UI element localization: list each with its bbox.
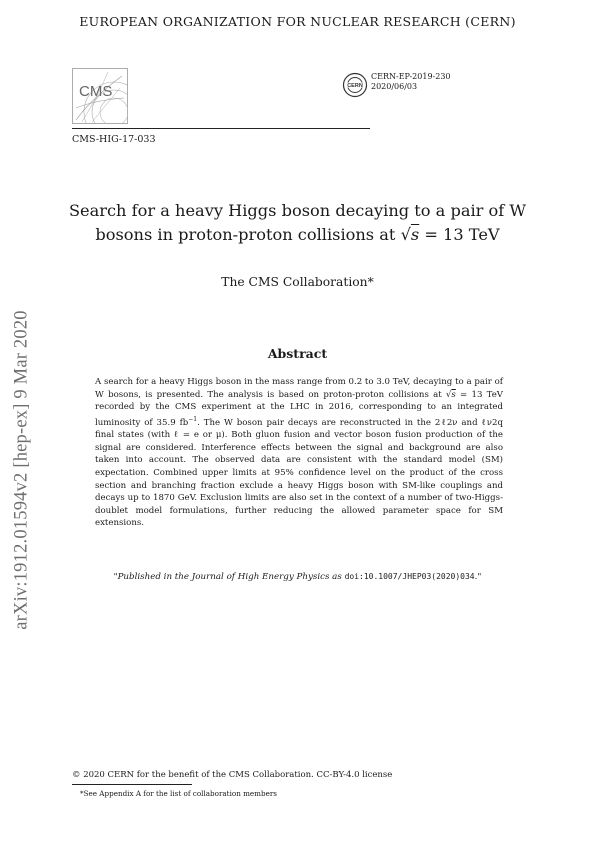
title-line-1: Search for a heavy Higgs boson decaying to a pair of W — [68, 201, 527, 220]
report-number: CERN-EP-2019-230 — [371, 72, 451, 81]
cms-logo-text: CMS — [79, 83, 113, 100]
sqrt-symbol: √ — [400, 225, 411, 244]
arxiv-identifier[interactable]: arXiv:1912.01594v2 [hep-ex] 9 Mar 2020 — [11, 310, 32, 630]
cern-logo — [342, 72, 368, 98]
copyright-notice: © 2020 CERN for the benefit of the CMS Collaboration. CC-BY-4.0 license — [72, 770, 393, 780]
paper-title — [60, 199, 535, 247]
footnote: *See Appendix A for the list of collaboration members — [80, 789, 277, 798]
header-rule — [72, 128, 370, 129]
title-line-2: bosons in proton-proton collisions at √s = 13 TeV — [95, 225, 500, 244]
organization-header: EUROPEAN ORGANIZATION FOR NUCLEAR RESEARCH (CERN) — [79, 14, 516, 29]
publication-note: "Published in the Journal of High Energy Physics as doi:10.1007/JHEP03(2020)034." — [113, 572, 482, 582]
svg-text:CERN: CERN — [347, 83, 363, 89]
doi-link[interactable]: doi:10.1007/JHEP03(2020)034 — [344, 572, 475, 581]
footnote-rule — [72, 784, 192, 785]
report-date: 2020/06/03 — [371, 82, 418, 91]
cms-note-id: CMS-HIG-17-033 — [72, 134, 156, 145]
author-line: The CMS Collaboration* — [221, 275, 374, 289]
abstract-text: A search for a heavy Higgs boson in the mass range from 0.2 to 3.0 TeV, decaying to a pair of W bosons, is presented. The analysis is based on proton-proton collisions at √s = 13 TeV recorded by the CMS experiment at the LHC in 2016, corresponding to an integrated luminosity of 35.9 $fb^{-1}$. The W boson pair decays are reconstructed in the 2ℓ2ν and ℓν2q final states (with ℓ = e or μ). Both gluon fusion and vector boson fusion production of the signal are considered. Interference effects between the signal and background are also taken into account. The observed data are consistent with the standard model (SM) expectation. Combined upper limits at 95% confidence level on the product of the cross section and branching fraction exclude a heavy Higgs boson with SM-like couplings and decays up to 1870 GeV. Exclusion limits are also set in the context of a number of two-Higgs-doublet model formulations, further reducing the allowed parameter space for SM extensions. — [95, 377, 504, 529]
report-info — [371, 72, 451, 92]
abstract-heading: Abstract — [267, 346, 328, 361]
cms-logo — [72, 68, 128, 124]
